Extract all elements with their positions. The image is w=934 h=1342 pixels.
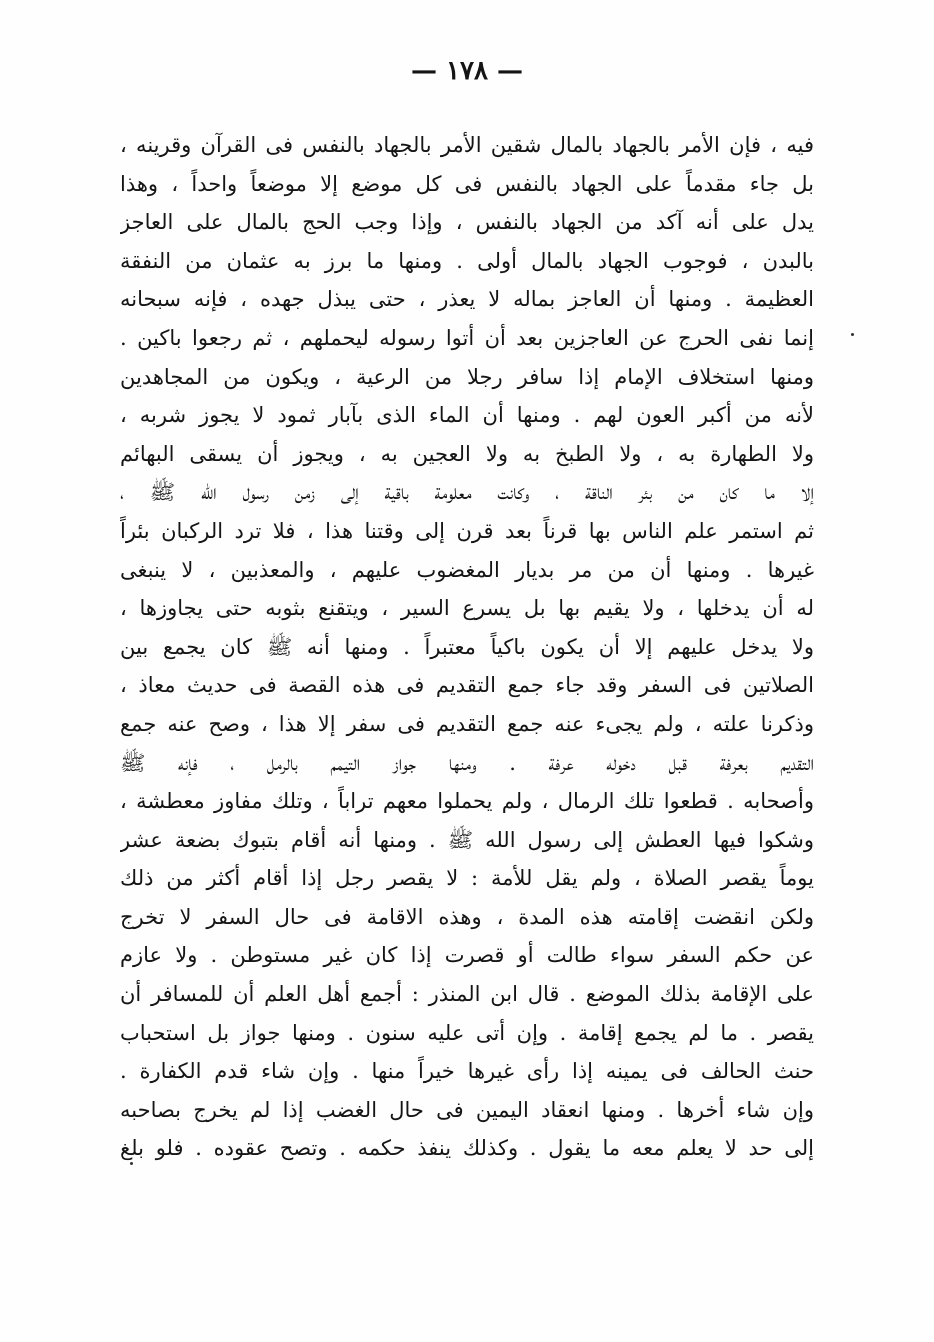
text-line: له أن يدخلها ، ولا يقيم بها بل يسرع السير ، ويتقنع بثوبه حتى يجاوزها ، xyxy=(120,596,814,621)
text-line: ولا الطهارة به ، ولا الطبخ به ولا العجين به ، ويجوز أن يسقى البهائم xyxy=(120,441,814,466)
text-line: لأنه من أكبر العون لهم . ومنها أن الماء الذى بآبار ثمود لا يجوز شربه ، xyxy=(120,403,814,428)
text-line: عن حكم السفر سواء طالت أو قصرت إذا كان غير مستوطن . ولا عازم xyxy=(120,943,814,968)
text-line: وشكوا فيها العطش إلى رسول الله ﷺ . ومنها أنه أقام بتبوك بضعة عشر xyxy=(120,827,814,852)
text-line: غيرها . ومنها أن من مر بديار المغضوب عليهم ، والمعذبين ، لا ينبغى xyxy=(120,557,814,582)
text-line: وإن شاء أخرها . ومنها انعقاد اليمين فى حال الغضب إذا لم يخرج بصاحبه xyxy=(120,1097,814,1122)
text-line: ولكن انقضت إقامته هذه المدة ، وهذه الاقامة فى حال السفر لا تخرج xyxy=(120,904,814,929)
text-line: ثم استمر علم الناس بها قرناً بعد قرن إلى وقتنا هذا ، فلا ترد الركبان بئراً xyxy=(120,518,814,543)
text-line: ولا يدخل عليهم إلا أن يكون باكياً معتبراً . ومنها أنه ﷺ كان يجمع بين xyxy=(120,634,814,659)
scan-speck xyxy=(851,333,854,336)
text-line: يقصر . ما لم يجمع إقامة . وإن أتى عليه سنون . ومنها جواز بل استحباب xyxy=(120,1020,814,1045)
page-number: — ١٧٨ — xyxy=(410,56,524,86)
text-line: إلا ما كان من بئر الناقة ، وكانت معلومة باقية إلى زمن رسول الله ﷺ ، xyxy=(120,480,814,505)
text-line: إنما نفى الحرج عن العاجزين بعد أن أتوا رسوله ليحملهم ، ثم رجعوا باكين . xyxy=(120,325,814,350)
text-line: الصلاتين فى السفر وقد جاء جمع التقديم فى هذه القصة فى حديث معاذ ، xyxy=(120,673,814,698)
text-line: على الإقامة بذلك الموضع . قال ابن المنذر : أجمع أهل العلم أن للمسافر أن xyxy=(120,982,814,1007)
text-line: التقديم بعرفة قبل دخوله عرفة . ومنها جواز التيمم بالرمل ، فإنه ﷺ xyxy=(120,750,814,775)
text-line: حنث الحالف فى يمينه إذا رأى غيرها خيراً منها . وإن شاء قدم الكفارة . xyxy=(120,1059,814,1084)
text-line: فيه ، فإن الأمر بالجهاد بالمال شقين الأمر بالجهاد بالنفس فى القرآن وقرينه ، xyxy=(120,133,814,157)
text-line: بالبدن ، فوجوب الجهاد بالمال أولى . ومنها ما برز به عثمان من النفقة xyxy=(120,248,814,273)
text-line: ومنها استخلاف الإمام إذا سافر رجلا من الرعية ، ويكون من المجاهدين xyxy=(120,364,814,389)
text-line: العظيمة . ومنها أن العاجز بماله لا يعذر ، حتى يبذل جهده ، فإنه سبحانه xyxy=(120,287,814,312)
body-text xyxy=(120,126,814,1168)
text-line: إلى حد لا يعلم معه ما يقول . وكذلك ينفذ حكمه . وتصح عقوده . فلو بلغ xyxy=(120,1136,814,1161)
scan-speck xyxy=(130,1162,133,1165)
text-line: بل جاء مقدماً على الجهاد بالنفس فى كل موضع إلا موضعاً واحداً ، وهذا xyxy=(120,171,814,196)
text-line: يدل على أنه آكد من الجهاد بالنفس ، وإذا وجب الحج بالمال على العاجز xyxy=(120,210,814,235)
text-line: وأصحابه . قطعوا تلك الرمال ، ولم يحملوا معهم تراباً ، وتلك مفاوز معطشة ، xyxy=(120,789,814,814)
text-line: وذكرنا علته ، ولم يجىء عنه جمع التقديم فى سفر إلا هذا ، وصح عنه جمع xyxy=(120,711,814,736)
text-line: يوماً يقصر الصلاة ، ولم يقل للأمة : لا يقصر رجل إذا أقام أكثر من ذلك xyxy=(120,866,814,891)
